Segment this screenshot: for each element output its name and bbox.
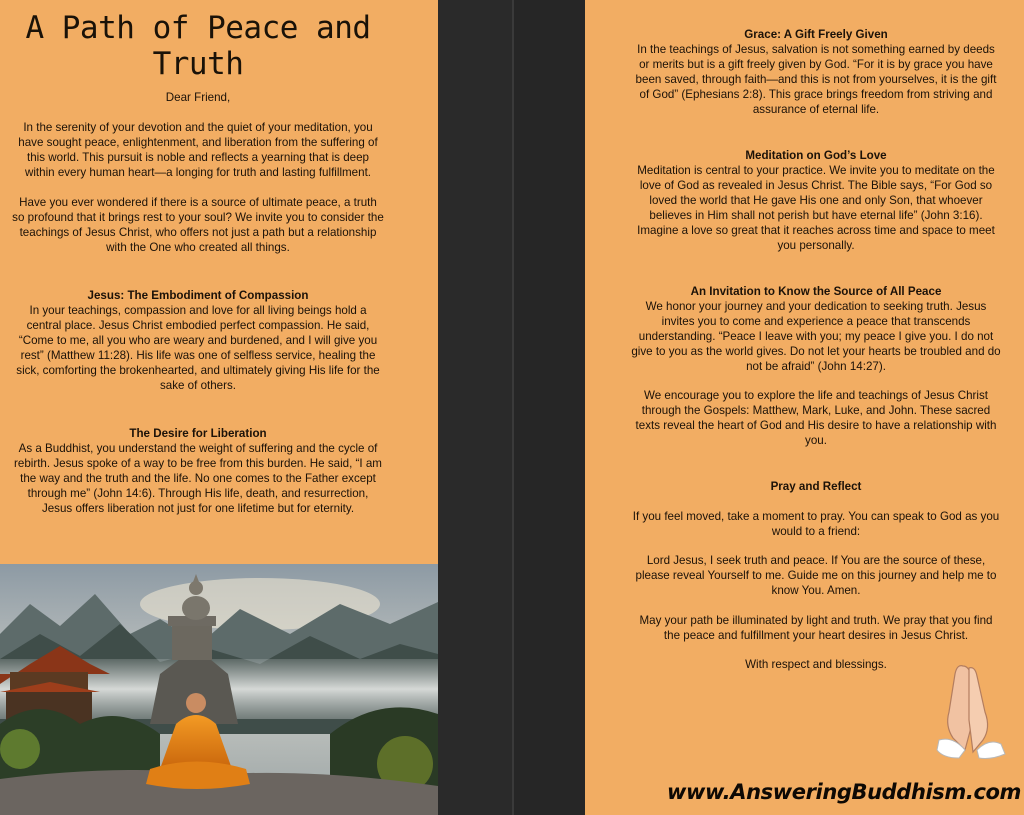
section-grace — [631, 27, 1001, 117]
pray-intro: If you feel moved, take a moment to pray. You can speak to God as you would to a friend: — [632, 510, 1000, 538]
section-meditation — [631, 148, 1001, 253]
section-body-grace: In the teachings of Jesus, salvation is not something earned by deeds or merits but is a gift freely given by God. “For it is by grace you have been saved, through faith—and this is not from yourselves, it is the gift of God” (Ephesians 2:8). This grace brings freedom from striving and assurance of eternal life. — [635, 43, 997, 116]
gutter-shadow — [514, 0, 585, 815]
section-body-compassion: In your teachings, compassion and love for all living beings hold a central place. Jesus Christ embodied perfect compassion. He said, “Come to me, all you who are weary and burdened, and I will give you rest” (Matthew 11:28). His life was one of selfless service, healing the sick, comforting the brokenhearted, and ultimately giving His life for the sake of others. — [16, 304, 380, 392]
section-invitation — [631, 284, 1001, 374]
website-link[interactable]: www.AnsweringBuddhism.com — [667, 780, 1022, 804]
section-heading-invitation: An Invitation to Know the Source of All Peace — [690, 285, 942, 298]
section-body-liberation: As a Buddhist, you understand the weight of suffering and the cycle of rebirth. Jesus spoke of a way to be free from this burden. He said, “I am the way and the truth and the life. No one comes to the Father except through me” (John 14:6). Through His life, death, and resurrection, Jesus offers liberation not just for one lifetime but for eternity. — [14, 442, 382, 515]
section-body-invitation-1: We honor your journey and your dedication to seeking truth. Jesus invites you to come and experience a peace that transcends understanding. “Peace I leave with you; my peace I give you. I do not give to you as the world gives. Do not let your hearts be troubled and do not be afraid” (John 14:27). — [631, 300, 1001, 373]
section-heading-meditation: Meditation on God’s Love — [745, 149, 887, 162]
prayer-text: Lord Jesus, I seek truth and peace. If You are the source of these, please reveal Yourself to me. Guide me on this journey and help me to know You. Amen. — [635, 554, 997, 597]
closing-block — [631, 613, 1001, 643]
intro-block — [12, 120, 384, 180]
section-compassion — [12, 288, 384, 393]
monk-buddha-landscape-image — [0, 564, 438, 815]
pray-intro-block — [631, 509, 1001, 539]
section-heading-pray: Pray and Reflect — [770, 480, 862, 493]
left-page — [0, 0, 438, 815]
section-heading-liberation: The Desire for Liberation — [129, 427, 267, 440]
section-liberation — [12, 426, 384, 516]
prayer-block — [631, 553, 1001, 598]
section-body-invitation-2: We encourage you to explore the life and teachings of Jesus Christ through the Gospels: Matthew, Mark, Luke, and John. These sacred texts reveal the heart of God and His desire to have a relationship with you. — [635, 389, 997, 447]
salutation-block — [12, 90, 384, 105]
signoff-text: With respect and blessings. — [745, 658, 887, 671]
right-page — [585, 0, 1024, 815]
intro-block-2 — [12, 195, 384, 255]
section-pray — [631, 479, 1001, 494]
page-title: A Path of Peace and Truth — [25, 10, 371, 82]
intro-paragraph-1: In the serenity of your devotion and the quiet of your meditation, you have sought peace, enlightenment, and liberation from the suffering of this world. This pursuit is noble and reflects a yearning that is deep within every human heart—a longing for truth and lasting fulfillment. — [18, 121, 378, 179]
salutation: Dear Friend, — [165, 91, 231, 104]
praying-hands-icon — [929, 660, 1009, 760]
section-heading-compassion: Jesus: The Embodiment of Compassion — [87, 289, 309, 302]
closing-text: May your path be illuminated by light and truth. We pray that you find the peace and fulfillment your heart desires in Jesus Christ. — [639, 614, 993, 642]
intro-paragraph-2: Have you ever wondered if there is a source of ultimate peace, a truth so profound that it brings rest to your soul? We invite you to consider the teachings of Jesus Christ, who offers not just a path but a relationship with the One who created all things. — [12, 196, 384, 254]
section-body-meditation: Meditation is central to your practice. We invite you to meditate on the love of God as revealed in Jesus Christ. The Bible says, “For God so loved the world that He gave His one and only Son, that whoever believes in Him shall not perish but have eternal life” (John 3:16). Imagine a love so great that it reaches across time and space to meet you personally. — [637, 164, 995, 252]
section-invitation-2 — [631, 388, 1001, 448]
section-heading-grace: Grace: A Gift Freely Given — [744, 28, 888, 41]
